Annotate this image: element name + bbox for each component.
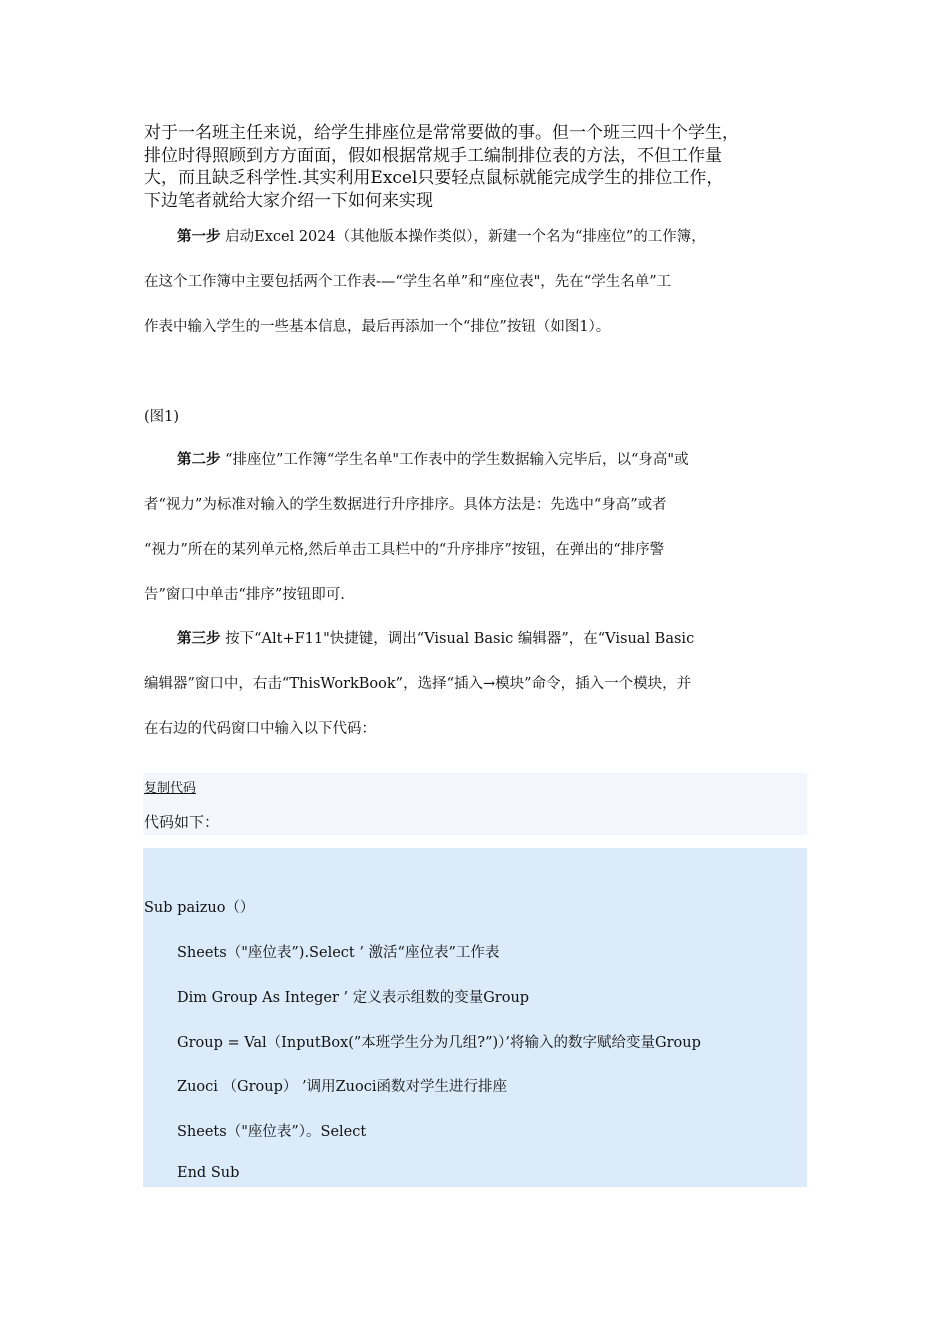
- figure-caption: (图1): [144, 409, 180, 425]
- step3-line: 编辑器”窗口中，右击“ThisWorkBook”，选择“插入→模块”命令，插入一个模块，并: [144, 676, 692, 692]
- code-block: [143, 848, 807, 1187]
- step1-line: 在这个工作簿中主要包括两个工作表-—“学生名单”和“座位表"，先在“学生名单”工: [144, 274, 672, 290]
- copy-code-box: [143, 773, 807, 835]
- code-line: Group = Val（InputBox(”本班学生分为几组?”)）’将输入的数字赋给变量Group: [177, 1035, 701, 1051]
- step2-line: “视力”所在的某列单元格,然后单击工具栏中的“升序排序”按钮，在弹出的“排序警: [144, 542, 665, 558]
- step3-line: 在右边的代码窗口中输入以下代码：: [144, 721, 376, 737]
- intro-paragraph: [144, 122, 809, 212]
- step3-paragraph: [144, 616, 809, 752]
- step3-label: 第三步: [177, 630, 221, 647]
- code-line: Dim Group As Integer ’ 定义表示组数的变量Group: [177, 990, 530, 1006]
- intro-line: 对于一名班主任来说，给学生排座位是常常要做的事。但一个班三四十个学生，: [144, 123, 739, 143]
- step2-line: 告”窗口中单击“排序”按钮即可.: [144, 587, 345, 603]
- code-line: Sheets（"座位表”).Select ’ 激活“座位表”工作表: [177, 945, 500, 961]
- step1-line: 启动Excel 2024（其他版本操作类似），新建一个名为“排座位”的工作簿，: [225, 229, 706, 245]
- step2-first-line: [144, 437, 809, 483]
- step2-label: 第二步: [177, 451, 221, 468]
- step3-line: 按下“Alt+F11"快捷键，调出“Visual Basic 编辑器”，在“Visual Basic: [225, 631, 695, 647]
- intro-line: 下边笔者就给大家介绍一下如何来实现: [144, 190, 433, 211]
- step3-first-line: [144, 616, 809, 662]
- step1-paragraph: [144, 214, 809, 350]
- code-line: End Sub: [177, 1165, 240, 1181]
- step2-line: 者“视力”为标准对输入的学生数据进行升序排序。具体方法是：先选中“身高”或者: [144, 497, 667, 513]
- code-line: Zuoci （Group） ’调用Zuoci函数对学生进行排座: [177, 1079, 507, 1095]
- intro-line: 排位时得照顾到方方面面，假如根据常规手工编制排位表的方法，不但工作量: [144, 145, 722, 166]
- step2-line: “排座位”工作簿“学生名单"工作表中的学生数据输入完毕后，以“身高"或: [225, 452, 689, 468]
- copy-code-link[interactable]: 复制代码: [144, 781, 197, 796]
- step1-line: 作表中输入学生的一些基本信息，最后再添加一个“排位”按钮（如图1）。: [144, 319, 611, 335]
- code-line: Sheets（"座位表”）。Select: [177, 1124, 367, 1140]
- step2-paragraph: [144, 437, 809, 618]
- code-label: 代码如下：: [144, 813, 220, 831]
- step1-first-line: [144, 214, 809, 260]
- intro-line: 大，而且缺乏科学性.其实利用Excel只要轻点鼠标就能完成学生的排位工作，: [144, 168, 724, 188]
- code-line: Sub paizuo（）: [144, 900, 255, 916]
- step1-label: 第一步: [177, 228, 221, 245]
